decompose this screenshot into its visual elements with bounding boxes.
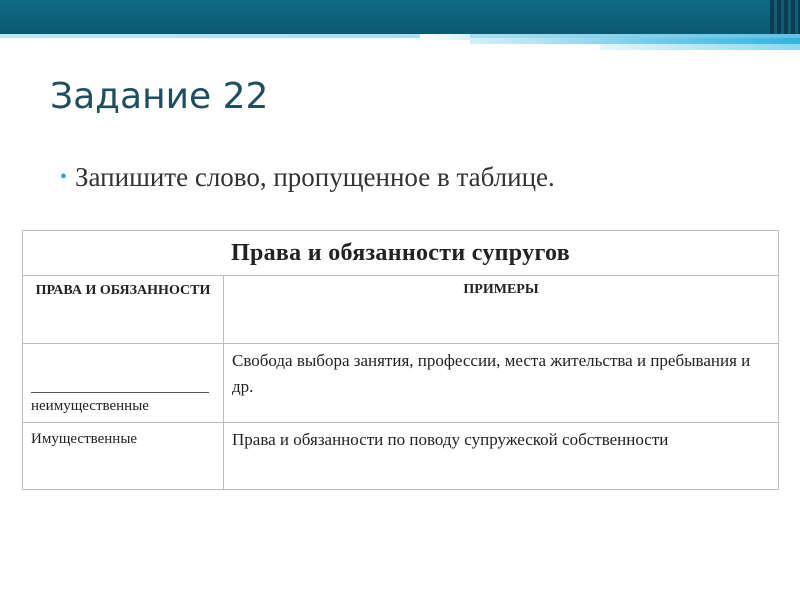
banner-accent-stripe-3 (600, 44, 800, 50)
header-examples: ПРИМЕРЫ (224, 276, 779, 344)
table-caption-row (23, 231, 779, 276)
banner-bar (0, 0, 800, 34)
row-example: Свобода выбора занятия, профессии, места жительства и пребывания и др. (224, 344, 779, 423)
header-rights: ПРАВА И ОБЯЗАННОСТИ (23, 276, 224, 344)
banner-stripes (770, 0, 800, 34)
row-type: Имущественные (23, 423, 224, 490)
table-caption: Права и обязанности супругов (23, 231, 779, 276)
blank-answer-cell (23, 344, 224, 423)
slide-title: Задание 22 (50, 76, 269, 117)
task-bullet (60, 162, 555, 193)
bullet-icon: • (60, 166, 68, 188)
blank-answer-line (31, 392, 209, 393)
rights-table (22, 230, 779, 490)
table-row (23, 344, 779, 423)
table-row (23, 423, 779, 490)
task-text: Запишите слово, пропущенное в таблице. (75, 162, 555, 192)
row-type: неимущественные (31, 398, 149, 414)
row-example: Права и обязанности по поводу супружеской собственности (224, 423, 779, 490)
table-header-row (23, 276, 779, 344)
banner-notch (420, 34, 470, 40)
header-banner (0, 0, 800, 52)
